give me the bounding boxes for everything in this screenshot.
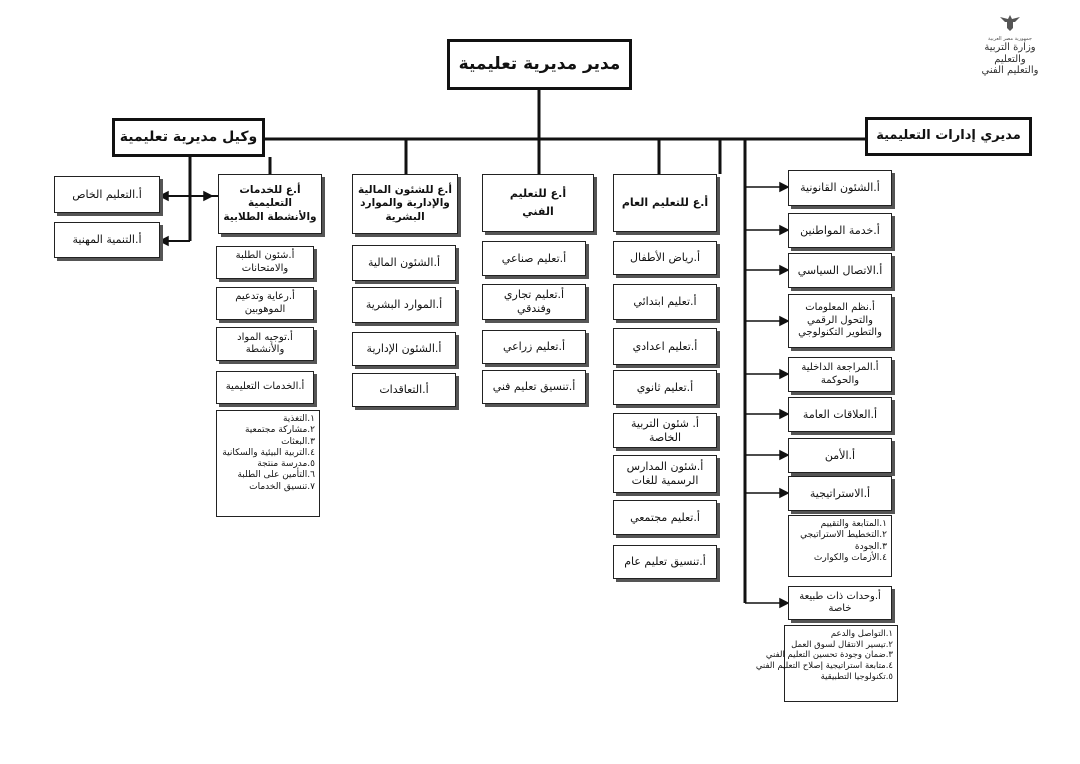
educational-services-box: أ.الخدمات التعليمية [216, 371, 314, 404]
list-item: ٥.تكنولوجيا التطبيقية [820, 671, 893, 682]
special-education-box: أ.التعليم الخاص [54, 176, 160, 213]
security-box: أ.الأمن [788, 438, 892, 473]
list-item: ٤.متابعة استراتيجية إصلاح التعليم الفني [755, 660, 893, 671]
list-item: ١.المتابعة والتقييم [820, 519, 887, 529]
ministry-logo [970, 14, 1050, 74]
citizen-service-box: أ.خدمة المواطنين [788, 213, 892, 248]
list-item: ٣.ضمان وجودة تحسين التعليم الفني [765, 650, 893, 661]
list-item: ٢.مشاركة مجتمعية [244, 425, 315, 436]
student-affairs-box: أ.شئون الطلبة والامتحانات [216, 246, 314, 279]
primary-education-box: أ.تعليم ابتدائي [613, 284, 717, 320]
professional-development-box: أ.التنمية المهنية [54, 222, 160, 258]
admin-heads-box: مديري إدارات التعليمية [865, 117, 1032, 156]
deputy-side-arrows [160, 192, 212, 245]
legal-affairs-box: أ.الشئون القانونية [788, 170, 892, 206]
special-units-sublist [755, 625, 898, 702]
list-item: ١.التواصل والدعم [830, 629, 893, 639]
list-item: ٣.البعثات [281, 436, 315, 447]
director-box: مدير مديرية تعليمية [447, 39, 632, 90]
special-units-box: أ.وحدات ذات طبيعة خاصة [788, 586, 892, 620]
technical-title-line1: أ.ع للتعليم [509, 187, 567, 201]
kindergarten-box: أ.رياض الأطفال [613, 241, 717, 275]
finance-header: أ.ع للشئون المالية والإدارية والموارد البشرية [352, 174, 458, 234]
information-systems-box: أ.نظم المعلومات والتحول الرقمي والتطوير التكنولوجي [788, 294, 892, 348]
administrative-affairs-box: أ.الشئون الإدارية [352, 332, 456, 366]
student-services-header: أ.ع للخدمات التعليمية والأنشطة الطلابية [218, 174, 322, 234]
list-item: ٤.التربية البيئية والسكانية [222, 447, 315, 458]
industrial-education-box: أ.تعليم صناعي [482, 241, 586, 276]
list-item: ٥.مدرسة منتجة [257, 459, 315, 469]
technical-coordination-box: أ.تنسيق تعليم فني [482, 370, 586, 404]
subject-guidance-box: أ.توجيه المواد والأنشطة [216, 327, 314, 361]
general-education-header: أ.ع للتعليم العام [613, 174, 717, 232]
list-item: ٢.تيسير الانتقال لسوق العمل [791, 639, 893, 650]
strategy-sublist [788, 515, 892, 577]
logo-country: جمهورية مصر العربية [988, 36, 1032, 42]
language-schools-box: أ.شئون المدارس الرسمية للغات [613, 455, 717, 493]
list-item: ٣.الجودة [854, 541, 887, 552]
deputy-box: وكيل مديرية تعليمية [112, 118, 265, 157]
commercial-education-box: أ.تعليم تجاري وفندقي [482, 284, 586, 320]
list-item: ٢.التخطيط الاستراتيجي [800, 530, 887, 541]
educational-services-sublist [216, 410, 320, 517]
logo-ministry-line1: وزارة التربية والتعليم [984, 42, 1036, 65]
logo-ministry-line2: والتعليم الفني [981, 65, 1039, 76]
human-resources-box: أ.الموارد البشرية [352, 287, 456, 323]
community-education-box: أ.تعليم مجتمعي [613, 500, 717, 535]
technical-title-line2: الفني [522, 205, 554, 218]
general-coordination-box: أ.تنسيق تعليم عام [613, 545, 717, 579]
financial-affairs-box: أ.الشئون المالية [352, 245, 456, 281]
list-item: ١.التغذية [282, 414, 315, 424]
preparatory-education-box: أ.تعليم اعدادي [613, 328, 717, 365]
internal-audit-box: أ.المراجعة الداخلية والحوكمة [788, 357, 892, 392]
secondary-education-box: أ.تعليم ثانوي [613, 370, 717, 405]
list-item: ٦.التأمين على الطلبة [237, 470, 315, 481]
contracts-box: أ.التعاقدات [352, 373, 456, 407]
technical-education-header [482, 174, 594, 232]
public-relations-box: أ.العلاقات العامة [788, 397, 892, 432]
gifted-care-box: أ.رعاية وتدعيم الموهوبين [216, 287, 314, 320]
list-item: ٧.تنسيق الخدمات [249, 481, 315, 492]
strategy-box: أ.الاستراتيجية [788, 476, 892, 511]
list-item: ٤.الأزمات والكوارث [813, 552, 887, 563]
eagle-emblem-icon [998, 14, 1022, 32]
admin-arrows [745, 183, 788, 607]
political-communication-box: أ.الاتصال السياسي [788, 253, 892, 288]
agricultural-education-box: أ.تعليم زراعي [482, 330, 586, 364]
special-needs-affairs-box: أ. شئون التربية الخاصة [613, 413, 717, 448]
